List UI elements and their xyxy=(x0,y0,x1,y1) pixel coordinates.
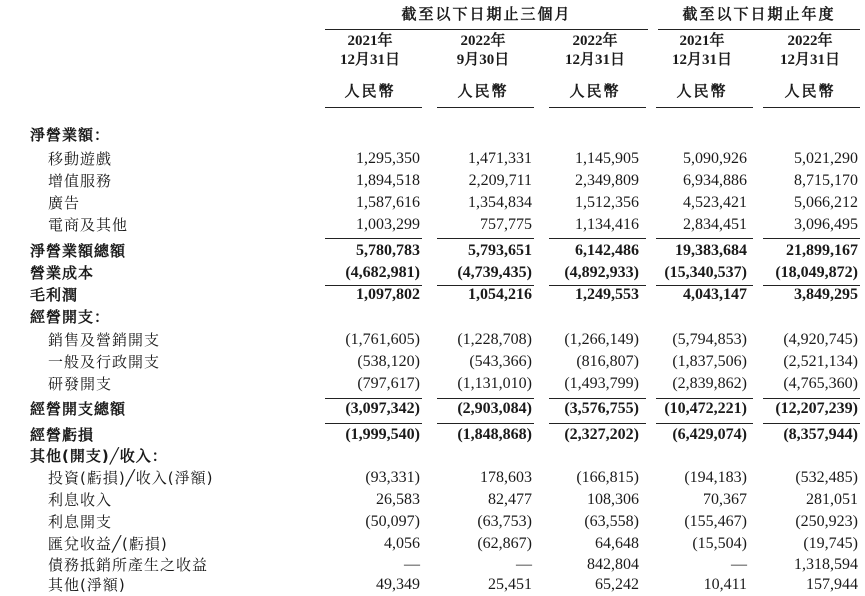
cell-value: (797,617) xyxy=(357,375,420,392)
subtotal-rule xyxy=(437,238,534,239)
cell-value: 842,804 xyxy=(587,556,639,573)
cell-value: (1,493,799) xyxy=(564,375,639,392)
cell-value: 8,715,170 xyxy=(794,172,858,189)
cell-value: 4,043,147 xyxy=(683,286,747,303)
cell-value: (3,576,755) xyxy=(564,400,639,417)
table-row-section xyxy=(0,306,865,328)
table-row xyxy=(0,351,865,373)
table-row xyxy=(0,533,865,555)
cell-value: 5,066,212 xyxy=(794,194,858,211)
cell-value: (1,266,149) xyxy=(564,331,639,348)
table-row xyxy=(0,192,865,214)
cell-value: (5,794,853) xyxy=(672,331,747,348)
cell-value: (1,837,506) xyxy=(672,353,747,370)
row-label: 研發開支 xyxy=(48,375,113,393)
cell-value: (8,357,944) xyxy=(783,426,858,443)
cell-value: 65,242 xyxy=(595,576,639,593)
cell-value: (1,848,868) xyxy=(457,426,532,443)
cell-value: (19,745) xyxy=(803,535,858,552)
column-header-rule xyxy=(437,107,534,108)
cell-value: 157,944 xyxy=(806,576,858,593)
subtotal-rule xyxy=(656,238,753,239)
row-label: 廣告 xyxy=(48,194,81,212)
cell-value: 178,603 xyxy=(480,469,532,486)
column-header xyxy=(433,32,533,101)
table-row xyxy=(0,574,865,596)
column-header xyxy=(652,32,752,101)
cell-value: 19,383,684 xyxy=(675,242,747,259)
group-header-three-months: 截至以下日期止三個月 xyxy=(401,5,572,23)
row-label: 其他(淨額) xyxy=(48,576,126,594)
cell-value: (2,839,862) xyxy=(672,375,747,392)
cell-value: 49,349 xyxy=(376,576,420,593)
cell-value: 1,587,616 xyxy=(356,194,420,211)
cell-value: 3,096,495 xyxy=(794,216,858,233)
table-row xyxy=(0,467,865,489)
cell-value: (6,429,074) xyxy=(672,426,747,443)
column-header-date: 9月30日 xyxy=(456,52,510,68)
row-label: 投資(虧損)╱收入(淨額) xyxy=(48,469,214,487)
table-row xyxy=(0,214,865,236)
cell-value: 1,295,350 xyxy=(356,150,420,167)
cell-value: (1,999,540) xyxy=(345,426,420,443)
row-label: 淨營業額： xyxy=(30,126,111,144)
table-row-total xyxy=(0,240,865,262)
table-row xyxy=(0,329,865,351)
column-header-year: 2022年 xyxy=(460,33,506,49)
row-label: 營業成本 xyxy=(30,264,95,282)
cell-value: 1,894,518 xyxy=(356,172,420,189)
cell-value: (2,903,084) xyxy=(457,400,532,417)
cell-value: 1,354,834 xyxy=(468,194,532,211)
column-header-date: 12月31日 xyxy=(564,52,625,68)
group-header-rule xyxy=(325,29,648,30)
column-header-year: 2021年 xyxy=(347,33,393,49)
cell-value: 757,775 xyxy=(480,216,532,233)
table-row xyxy=(0,489,865,511)
cell-value: 5,780,783 xyxy=(356,242,420,259)
column-header-rule xyxy=(656,107,753,108)
cell-value: (4,892,933) xyxy=(564,264,639,281)
cell-value: (50,097) xyxy=(365,513,420,530)
table-row xyxy=(0,511,865,533)
cell-value: (816,807) xyxy=(576,353,639,370)
cell-value: (1,761,605) xyxy=(345,331,420,348)
table-row xyxy=(0,148,865,170)
cell-value: 25,451 xyxy=(488,576,532,593)
cell-value: (12,207,239) xyxy=(775,400,858,417)
cell-value: 108,306 xyxy=(587,491,639,508)
cell-value: (15,504) xyxy=(692,535,747,552)
column-header-rule xyxy=(325,107,422,108)
table-row-total xyxy=(0,398,865,420)
cell-value: — xyxy=(516,556,532,573)
cell-value: 21,899,167 xyxy=(786,242,858,259)
column-header xyxy=(320,32,420,101)
cell-value: — xyxy=(404,556,420,573)
cell-value: (2,327,202) xyxy=(564,426,639,443)
column-header-date: 12月31日 xyxy=(779,52,840,68)
cell-value: — xyxy=(731,556,747,573)
cell-value: (194,183) xyxy=(684,469,747,486)
cell-value: 281,051 xyxy=(806,491,858,508)
row-label: 移動遊戲 xyxy=(48,150,113,168)
row-label: 經營開支： xyxy=(30,308,111,326)
cell-value: 5,021,290 xyxy=(794,150,858,167)
cell-value: (1,228,708) xyxy=(457,331,532,348)
column-header xyxy=(545,32,645,101)
subtotal-rule xyxy=(325,238,422,239)
cell-value: (18,049,872) xyxy=(775,264,858,281)
cell-value: (93,331) xyxy=(365,469,420,486)
column-header-currency: 人民幣 xyxy=(457,82,509,100)
row-label: 銷售及營銷開支 xyxy=(48,331,161,349)
row-label: 債務抵銷所產生之收益 xyxy=(48,556,209,574)
cell-value: (63,558) xyxy=(584,513,639,530)
cell-value: (63,753) xyxy=(477,513,532,530)
group-header-year: 截至以下日期止年度 xyxy=(682,5,836,23)
cell-value: 1,097,802 xyxy=(356,286,420,303)
cell-value: (3,097,342) xyxy=(345,400,420,417)
column-header-year: 2022年 xyxy=(572,33,618,49)
row-label: 淨營業額總額 xyxy=(30,242,127,260)
cell-value: 1,471,331 xyxy=(468,150,532,167)
column-header-rule xyxy=(549,107,646,108)
cell-value: (4,920,745) xyxy=(783,331,858,348)
column-header-date: 12月31日 xyxy=(339,52,400,68)
column-header-year: 2021年 xyxy=(679,33,725,49)
table-row xyxy=(0,170,865,192)
cell-value: (4,682,981) xyxy=(345,264,420,281)
subtotal-rule xyxy=(763,238,860,239)
cell-value: (15,340,537) xyxy=(664,264,747,281)
cell-value: 1,318,594 xyxy=(794,556,858,573)
cell-value: 1,054,216 xyxy=(468,286,532,303)
row-label: 增值服務 xyxy=(48,172,113,190)
cell-value: 70,367 xyxy=(703,491,747,508)
cell-value: 6,142,486 xyxy=(575,242,639,259)
cell-value: 5,793,651 xyxy=(468,242,532,259)
column-header-currency: 人民幣 xyxy=(784,82,836,100)
cell-value: 5,090,926 xyxy=(683,150,747,167)
cell-value: 82,477 xyxy=(488,491,532,508)
cell-value: 1,003,299 xyxy=(356,216,420,233)
cell-value: (4,765,360) xyxy=(783,375,858,392)
table-row xyxy=(0,373,865,395)
cell-value: 1,249,553 xyxy=(575,286,639,303)
column-header-currency: 人民幣 xyxy=(344,82,396,100)
row-label: 經營開支總額 xyxy=(30,400,127,418)
cell-value: 3,849,295 xyxy=(794,286,858,303)
table-row-total xyxy=(0,424,865,446)
row-label: 經營虧損 xyxy=(30,426,95,444)
cell-value: (532,485) xyxy=(795,469,858,486)
cell-value: 1,134,416 xyxy=(575,216,639,233)
table-row-total xyxy=(0,284,865,306)
row-label: 電商及其他 xyxy=(48,216,129,234)
row-label: 毛利潤 xyxy=(30,286,79,304)
cell-value: 1,145,905 xyxy=(575,150,639,167)
column-header-rule xyxy=(763,107,860,108)
cell-value: 2,209,711 xyxy=(468,172,532,189)
table-row-section xyxy=(0,124,865,146)
cell-value: 6,934,886 xyxy=(683,172,747,189)
cell-value: 1,512,356 xyxy=(575,194,639,211)
column-header xyxy=(760,32,860,101)
cell-value: (2,521,134) xyxy=(783,353,858,370)
column-header-year: 2022年 xyxy=(787,33,833,49)
row-label: 利息收入 xyxy=(48,491,113,509)
group-header-rule xyxy=(658,29,860,30)
cell-value: (10,472,221) xyxy=(664,400,747,417)
cell-value: 64,648 xyxy=(595,535,639,552)
cell-value: (166,815) xyxy=(576,469,639,486)
cell-value: 10,411 xyxy=(703,576,747,593)
cell-value: 2,834,451 xyxy=(683,216,747,233)
row-label: 匯兌收益╱(虧損) xyxy=(48,535,168,553)
cell-value: (4,739,435) xyxy=(457,264,532,281)
row-label: 其他(開支)╱收入： xyxy=(30,447,168,465)
cell-value: (543,366) xyxy=(469,353,532,370)
cell-value: 4,523,421 xyxy=(683,194,747,211)
row-label: 一般及行政開支 xyxy=(48,353,161,371)
cell-value: 26,583 xyxy=(376,491,420,508)
table-row xyxy=(0,554,865,576)
table-row-section xyxy=(0,445,865,467)
cell-value: (62,867) xyxy=(477,535,532,552)
column-header-currency: 人民幣 xyxy=(569,82,621,100)
cell-value: 2,349,809 xyxy=(575,172,639,189)
column-header-currency: 人民幣 xyxy=(676,82,728,100)
column-header-date: 12月31日 xyxy=(671,52,732,68)
cell-value: (1,131,010) xyxy=(457,375,532,392)
cell-value: (250,923) xyxy=(795,513,858,530)
cell-value: (538,120) xyxy=(357,353,420,370)
cell-value: (155,467) xyxy=(684,513,747,530)
cell-value: 4,056 xyxy=(384,535,420,552)
table-row-total xyxy=(0,262,865,284)
subtotal-rule xyxy=(549,238,646,239)
row-label: 利息開支 xyxy=(48,513,113,531)
